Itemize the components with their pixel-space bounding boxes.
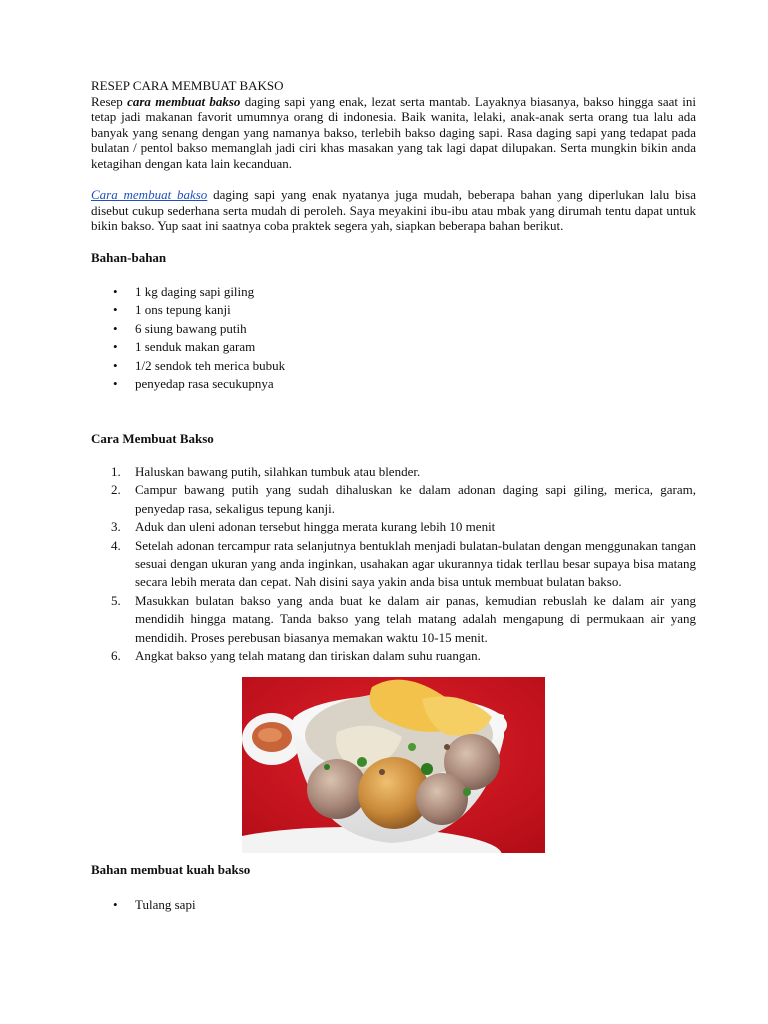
step-text: Haluskan bawang putih, silahkan tumbuk atau blender. [135,463,421,479]
broth-ingredients-list [91,896,696,914]
bullet-icon: • [113,339,118,355]
step-text: Aduk dan uleni adonan tersebut hingga merata kurang lebih 10 menit [135,519,496,535]
step-item [91,537,696,592]
bullet-icon: • [113,320,118,336]
step-number: 2. [111,482,121,498]
list-item-text: 1 senduk makan garam [135,339,256,355]
step-text: Angkat bakso yang telah matang dan tiriskan dalam suhu ruangan. [135,648,481,663]
list-item-text: 6 siung bawang putih [135,320,247,336]
intro-lead: Resep [91,93,123,109]
list-item [91,320,696,338]
intro-highlight: cara membuat bakso [127,93,241,109]
list-item-text: 1 kg daging sapi giling [135,284,255,299]
broth-heading: Bahan membuat kuah bakso [91,862,251,878]
bullet-icon: • [113,302,118,318]
step-item [91,481,696,518]
list-item-text: 1 ons tepung kanji [135,302,231,318]
list-item [91,283,696,301]
bakso-bowl-photo [242,677,545,853]
second-paragraph-text: daging sapi yang enak nyatanya juga mudah, beberapa bahan yang diperlukan lalu bisa disebut cukup sederhana serta mudah di peroleh. Saya meyakini ibu-ibu atau mbak yang dirumah tentu dapat untuk bikin bakso. Yup saat ini saatnya coba praktek segera yah, siapkan beberapa bahan berikut. [91,187,696,233]
step-number: 5. [111,592,121,608]
list-item [91,375,696,393]
intro-paragraph [91,94,696,172]
cara-membuat-bakso-link[interactable]: Cara membuat bakso [91,187,208,202]
ingredients-list [91,283,696,393]
bullet-icon: • [113,357,118,373]
step-item [91,647,696,665]
list-item [91,357,696,375]
document-content [91,78,696,914]
steps-list [91,463,696,665]
step-number: 6. [111,648,121,663]
step-number: 1. [111,463,121,479]
ingredients-heading: Bahan-bahan [91,249,167,265]
step-item [91,518,696,536]
list-item-text: 1/2 sendok teh merica bubuk [135,357,286,373]
bullet-icon: • [113,284,118,299]
step-text: Campur bawang putih yang sudah dihaluskan ke dalam adonan daging sapi giling, merica, garam, penyedap rasa, sekaligus tepung kanji. [135,482,696,516]
intro-text: daging sapi yang enak, lezat serta mantab. Layaknya biasanya, bakso hingga saat ini tetap jadi makanan favorit umumnya orang di indonesia. Baik wanita, lelaki, anak-anak serta orang tua lalu ada banyak yang senang dengan yang namanya bakso, terlebih bakso daging sapi. Rasa daging sapi yang tedapat pada bulatan / pentol bakso memanglah jadi ciri khas masakan yang tak lagi dapat dilupakan. Serta mungkin bikin anda ketagihan dengan kata lain kecanduan. [91,93,696,171]
list-item [91,301,696,319]
second-paragraph [91,187,696,234]
bullet-icon: • [113,896,118,912]
list-item-text: penyedap rasa secukupnya [135,376,274,392]
steps-heading: Cara Membuat Bakso [91,431,214,447]
document-title: RESEP CARA MEMBUAT BAKSO [91,78,284,93]
step-text: Masukkan bulatan bakso yang anda buat ke dalam air panas, kemudian rebuslah ke dalam air yang mendidih hingga matang. Tanda bakso yang telah matang adalah mengapung di permukaan air yang mendidih. Proses perebusan biasanya memakan waktu 10-15 menit. [135,592,696,645]
list-item [91,338,696,356]
list-item-text: Tulang sapi [135,896,196,912]
step-text: Setelah adonan tercampur rata selanjutnya bentuklah menjadi bulatan-bulatan dengan menggunakan tangan sesuai dengan ukuran yang anda inginkan, usahakan agar ukurannya tidak terllau besar supaya bisa matang secara lebih merata dan cepat. Nah disini saya yakin anda bisa untuk membuat bulatan bakso. [135,537,696,590]
list-item [91,896,696,914]
step-number: 3. [111,519,121,535]
bullet-icon: • [113,376,118,392]
step-item [91,592,696,647]
step-number: 4. [111,537,121,553]
step-item [91,463,696,481]
